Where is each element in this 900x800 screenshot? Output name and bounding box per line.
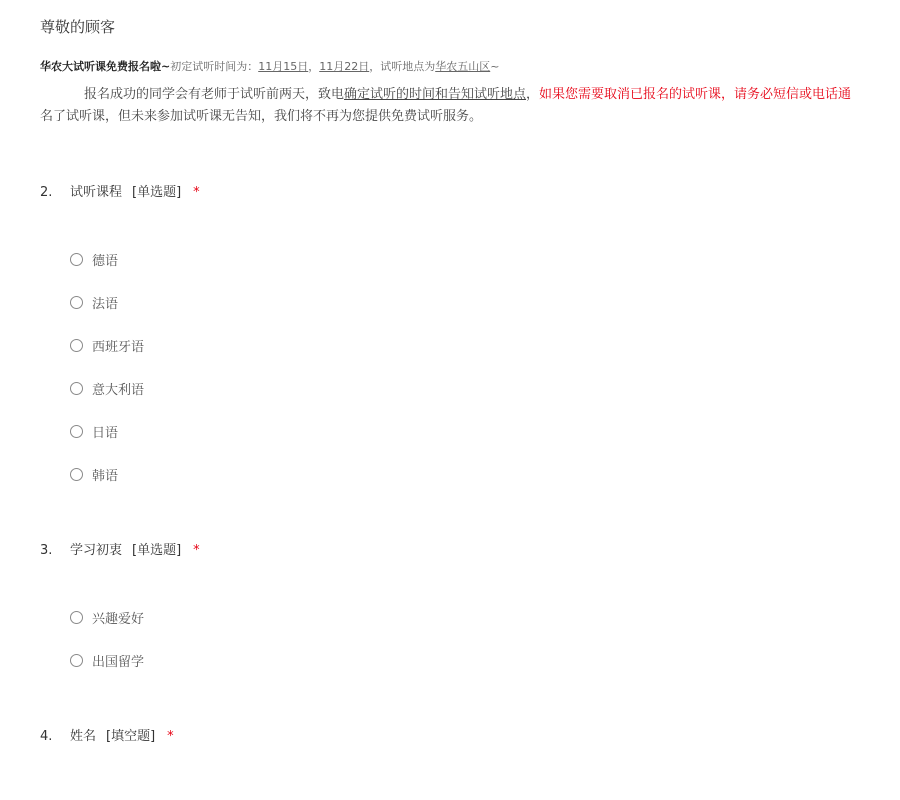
- description-part-1: 报名成功的同学会有老师于试听前两天，致电: [84, 87, 345, 102]
- question-title: 试听课程: [70, 185, 123, 200]
- option-label: 法语: [92, 296, 119, 312]
- greeting-title: 尊敬的顾客: [40, 18, 116, 36]
- option-label: 德语: [92, 253, 119, 269]
- description-warning: 如果您需要取消已报名的试听课，请务必短信或电话通: [539, 87, 852, 102]
- required-mark: *: [193, 185, 200, 200]
- question-2-title: [40, 181, 200, 200]
- question-type: [填空题]: [106, 729, 156, 744]
- radio-button[interactable]: [70, 611, 83, 624]
- option-german[interactable]: [70, 249, 118, 269]
- notice-date-separator: ，: [308, 60, 320, 73]
- radio-button[interactable]: [70, 425, 83, 438]
- radio-button[interactable]: [70, 253, 83, 266]
- notice-date-2: 11月22日: [319, 60, 370, 73]
- description-paragraph: [40, 84, 900, 128]
- question-number: 4.: [40, 729, 53, 744]
- radio-button[interactable]: [70, 382, 83, 395]
- question-title: 学习初衷: [70, 543, 123, 558]
- required-mark: *: [167, 729, 174, 744]
- option-label: 日语: [92, 425, 119, 441]
- option-label: 意大利语: [92, 382, 145, 398]
- question-type: [单选题]: [132, 185, 182, 200]
- radio-button[interactable]: [70, 339, 83, 352]
- radio-button[interactable]: [70, 296, 83, 309]
- question-3-title: [40, 539, 200, 558]
- question-number: 3.: [40, 543, 53, 558]
- option-label: 出国留学: [92, 654, 145, 670]
- description-comma: ，: [526, 87, 540, 102]
- option-spanish[interactable]: [70, 335, 144, 355]
- question-type: [单选题]: [132, 543, 182, 558]
- description-line-2: 名了试听课，但未来参加试听课无告知，我们将不再为您提供免费试听服务。: [40, 109, 483, 124]
- option-label: 兴趣爱好: [92, 611, 145, 627]
- option-interest[interactable]: [70, 607, 144, 627]
- notice-time-prefix: 初定试听时间为：: [170, 60, 259, 73]
- question-4-title: [40, 725, 174, 744]
- option-label: 西班牙语: [92, 339, 145, 355]
- notice-date-1: 11月15日: [258, 60, 309, 73]
- notice-place: 华农五山区: [435, 60, 491, 73]
- option-italian[interactable]: [70, 378, 144, 398]
- notice-headline: 华农大试听课免费报名啦~: [40, 60, 171, 73]
- description-underlined: 确定试听的时间和告知试听地点: [344, 87, 527, 102]
- option-label: 韩语: [92, 468, 119, 484]
- radio-button[interactable]: [70, 468, 83, 481]
- question-title: 姓名: [70, 729, 97, 744]
- description-line-1: [40, 84, 900, 106]
- option-korean[interactable]: [70, 464, 118, 484]
- option-japanese[interactable]: [70, 421, 118, 441]
- radio-button[interactable]: [70, 654, 83, 667]
- option-study-abroad[interactable]: [70, 650, 144, 670]
- notice-suffix: ~: [490, 60, 500, 73]
- option-french[interactable]: [70, 292, 118, 312]
- notice-place-prefix: ，试听地点为: [369, 60, 436, 73]
- question-number: 2.: [40, 185, 53, 200]
- required-mark: *: [193, 543, 200, 558]
- notice-line: [40, 58, 499, 74]
